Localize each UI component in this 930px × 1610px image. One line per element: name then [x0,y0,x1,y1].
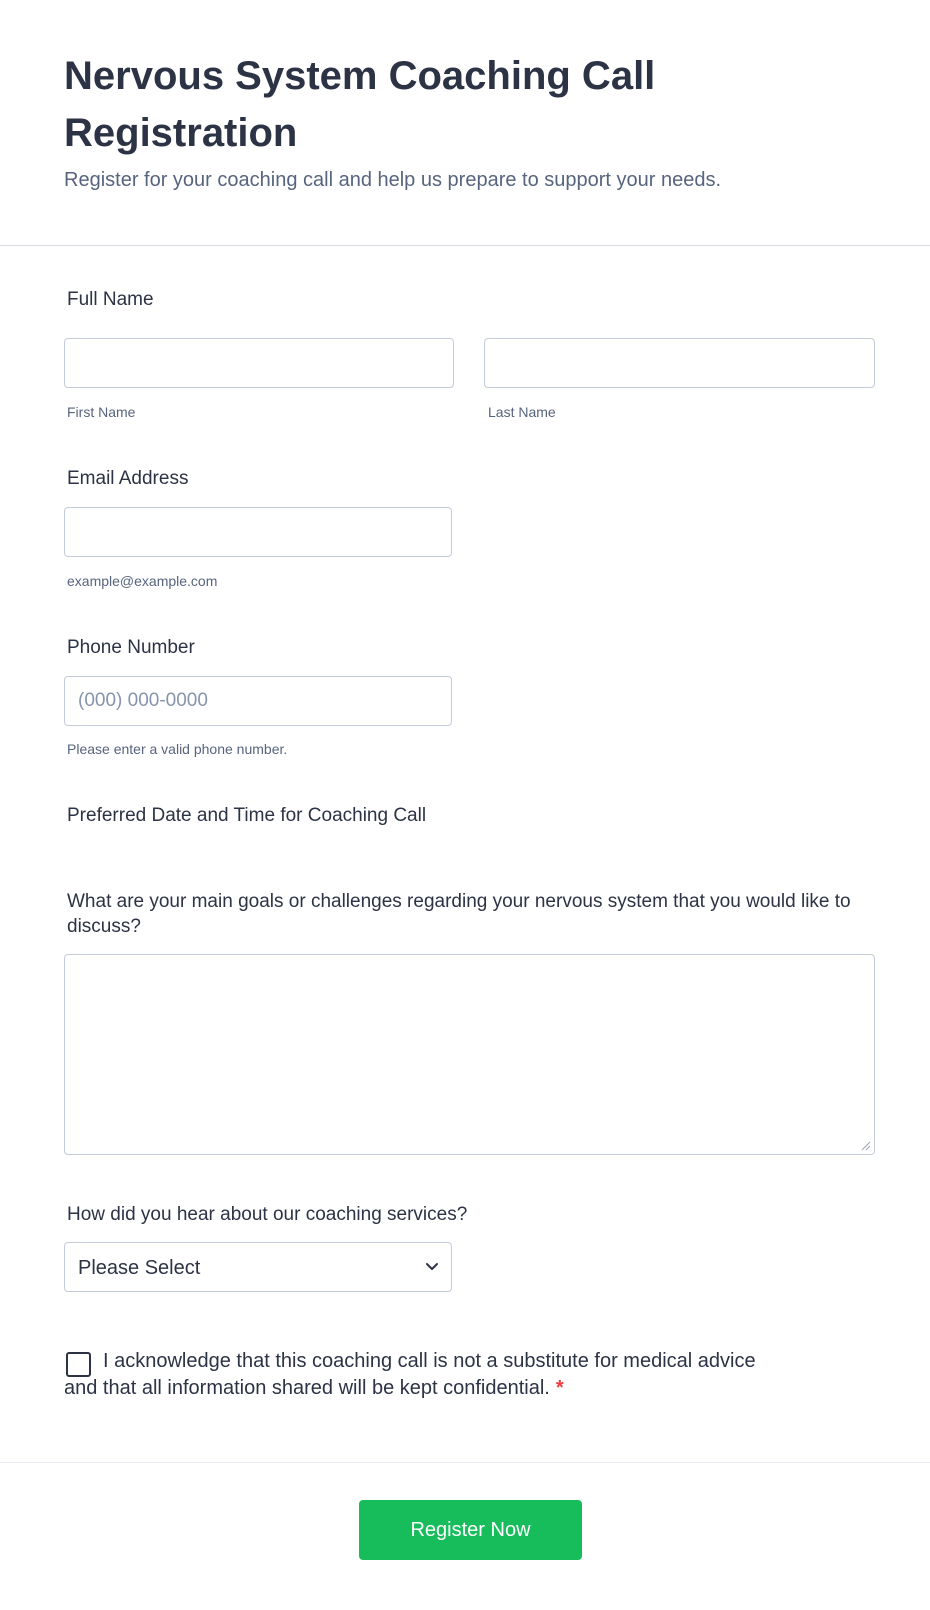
consent-text-block [64,1348,764,1402]
chevron-down-icon [425,1262,439,1272]
phone-label: Phone Number [67,637,195,658]
goals-textarea[interactable] [64,954,875,1155]
email-input[interactable] [64,507,452,557]
last-name-input[interactable] [484,338,875,388]
resize-grip-icon[interactable] [861,1141,871,1151]
full-name-label: Full Name [67,289,154,310]
preferred-datetime-label: Preferred Date and Time for Coaching Call [67,805,427,826]
referral-selected-value: Please Select [78,1257,201,1279]
consent-text: I acknowledge that this coaching call is not a substitute for medical advice and that all information shared will be kept confidential. [64,1350,756,1399]
register-now-button[interactable]: Register Now [359,1500,582,1560]
form-header [0,0,930,246]
referral-select[interactable] [64,1242,452,1292]
required-asterisk: * [555,1377,564,1399]
email-sublabel: example@example.com [67,573,218,589]
last-name-sublabel: Last Name [488,404,556,420]
email-label: Email Address [67,468,189,489]
goals-label: What are your main goals or challenges regarding your nervous system that you would like to discuss? [67,891,851,937]
phone-sublabel: Please enter a valid phone number. [67,741,288,757]
form-subtitle: Register for your coaching call and help us prepare to support your needs. [64,169,722,191]
referral-label: How did you hear about our coaching services? [67,1204,468,1225]
phone-input[interactable] [64,676,452,726]
first-name-sublabel: First Name [67,404,136,420]
form-title: Nervous System Coaching Call Registration [64,54,656,155]
footer-divider [0,1462,930,1463]
first-name-input[interactable] [64,338,454,388]
